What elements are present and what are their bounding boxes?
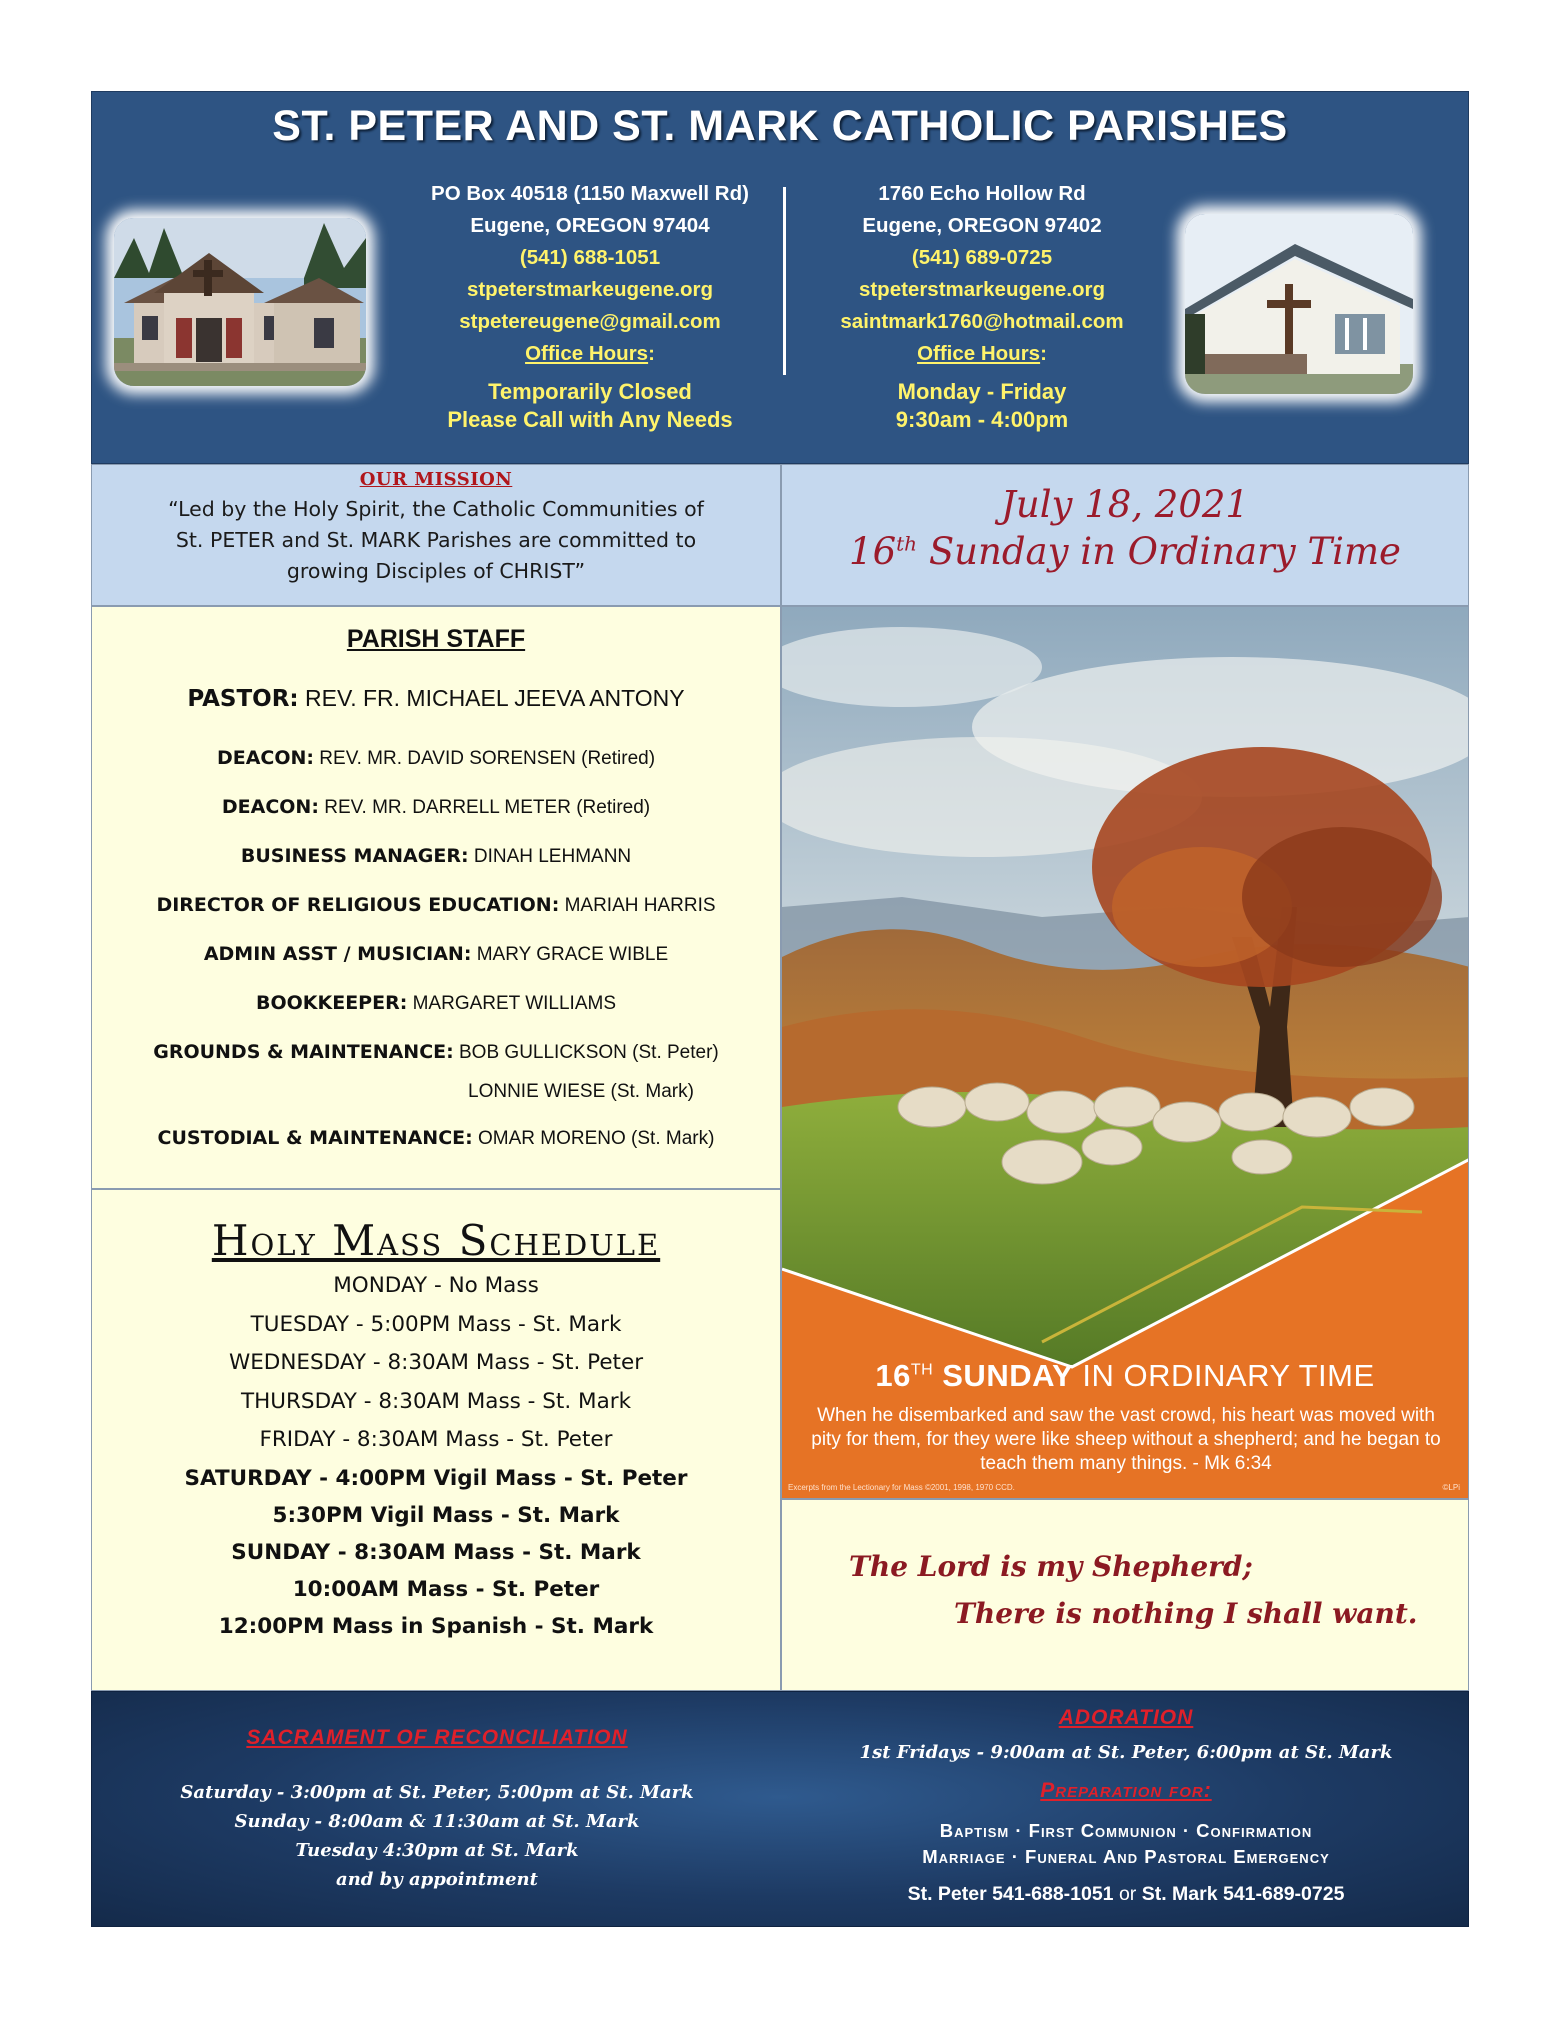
preparation-list: Baptism · First Communion · Confirmation	[939, 1820, 1313, 1841]
mass-line: 10:00AM Mass - St. Peter	[292, 1576, 600, 1602]
adoration-times: 1st Fridays - 9:00am at St. Peter, 6:00pm at St. Mark	[859, 1742, 1393, 1763]
st-peter-address: PO Box 40518 (1150 Maxwell Rd)	[431, 182, 749, 205]
banner-copyright: ©LPi	[1442, 1483, 1460, 1492]
staff-row: LONNIE WIESE (St. Mark)	[468, 1081, 694, 1102]
mass-schedule-heading: Holy Mass Schedule	[211, 1216, 661, 1265]
verse-box	[781, 1499, 1469, 1691]
preparation-list: Marriage · Funeral And Pastoral Emergency	[922, 1846, 1330, 1867]
st-mark-hours: Monday - Friday 9:30am - 4:00pm	[895, 379, 1069, 432]
staff-row: DEACON: REV. MR. DARRELL METER (Retired)	[221, 796, 651, 818]
mass-line: THURSDAY - 8:30AM Mass - St. Mark	[240, 1388, 632, 1414]
contact-phones: St. Peter 541-688-1051 or St. Mark 541-689-0725	[907, 1883, 1345, 1905]
bulletin-page	[91, 91, 1469, 1927]
mass-line: TUESDAY - 5:00PM Mass - St. Mark	[250, 1311, 622, 1337]
st-mark-website[interactable]: stpeterstmarkeugene.org	[858, 278, 1106, 301]
st-mark-phone[interactable]: (541) 689-0725	[911, 246, 1053, 269]
sheep-landscape-photo	[781, 606, 1469, 1499]
st-mark-city: Eugene, OREGON 97402	[862, 214, 1102, 237]
st-peter-email[interactable]: stpetereugene@gmail.com	[459, 310, 721, 333]
st-peter-hours: Temporarily Closed Please Call with Any Needs	[447, 379, 733, 432]
st-mark-phone-link[interactable]: St. Mark 541-689-0725	[1141, 1883, 1345, 1905]
weekday-masses	[92, 1267, 780, 1460]
mass-line: 12:00PM Mass in Spanish - St. Mark	[218, 1613, 654, 1639]
st-peter-church-photo	[114, 218, 366, 386]
st-peter-city: Eugene, OREGON 97404	[470, 214, 710, 237]
mission-text: “Led by the Holy Spirit, the Catholic Communities of St. PETER and St. MARK Parishes are committed to growing Disciples of CHRIST”	[168, 497, 704, 583]
st-peter-contact	[400, 178, 780, 434]
header	[91, 91, 1469, 464]
mission-heading: OUR MISSION	[359, 469, 513, 490]
st-peter-phone[interactable]: (541) 688-1051	[519, 246, 661, 269]
verse-line-1: The Lord is my Shepherd;	[849, 1550, 1253, 1583]
staff-row: BOOKKEEPER: MARGARET WILLIAMS	[255, 992, 616, 1014]
parish-staff	[91, 606, 781, 1189]
st-mark-church-photo	[1185, 214, 1413, 394]
st-peter-office-hours-label: Office Hours:	[525, 342, 655, 365]
weekend-masses	[92, 1460, 780, 1645]
reconciliation-heading: SACRAMENT OF RECONCILIATION	[246, 1726, 628, 1749]
staff-row: DIRECTOR OF RELIGIOUS EDUCATION: MARIAH HARRIS	[156, 894, 716, 916]
mass-schedule	[91, 1189, 781, 1691]
banner-scripture: When he disembarked and saw the vast crowd, his heart was moved with pity for them, for they were like sheep without a shepherd; and he began to teach them many things. - Mk 6:34	[811, 1405, 1441, 1474]
st-mark-contact	[792, 178, 1172, 434]
staff-row: CUSTODIAL & MAINTENANCE: OMAR MORENO (St. Mark)	[157, 1127, 715, 1149]
date-box	[781, 464, 1469, 606]
verse-line-2: There is nothing I shall want.	[954, 1597, 1418, 1630]
mass-line: 5:30PM Vigil Mass - St. Mark	[272, 1502, 620, 1528]
bulletin-date: July 18, 2021	[1001, 483, 1249, 526]
adoration-heading: ADORATION	[1058, 1706, 1194, 1729]
mass-line: SUNDAY - 8:30AM Mass - St. Mark	[231, 1539, 641, 1565]
staff-row: BUSINESS MANAGER: DINAH LEHMANN	[240, 845, 632, 867]
st-mark-address: 1760 Echo Hollow Rd	[878, 182, 1086, 205]
staff-row: ADMIN ASST / MUSICIAN: MARY GRACE WIBLE	[203, 943, 669, 965]
mass-line: WEDNESDAY - 8:30AM Mass - St. Peter	[228, 1350, 644, 1375]
staff-pastor: PASTOR: REV. FR. MICHAEL JEEVA ANTONY	[187, 685, 685, 712]
mass-line: MONDAY - No Mass	[333, 1273, 539, 1298]
st-peter-website[interactable]: stpeterstmarkeugene.org	[466, 278, 714, 301]
mass-line: FRIDAY - 8:30AM Mass - St. Peter	[259, 1427, 613, 1452]
st-mark-email[interactable]: saintmark1760@hotmail.com	[840, 310, 1124, 333]
staff-row: DEACON: REV. MR. DAVID SORENSEN (Retired)	[216, 747, 656, 769]
mass-line: SATURDAY - 4:00PM Vigil Mass - St. Peter	[184, 1465, 688, 1491]
mission-box	[91, 464, 781, 606]
header-divider	[783, 187, 786, 375]
st-peter-phone-link[interactable]: St. Peter 541-688-1051	[907, 1883, 1114, 1905]
parish-title: ST. PETER AND ST. MARK CATHOLIC PARISHES	[272, 102, 1288, 150]
banner-fine-print: Excerpts from the Lectionary for Mass ©2001, 1998, 1970 CCD.	[788, 1483, 1015, 1492]
staff-row: GROUNDS & MAINTENANCE: BOB GULLICKSON (St. Peter)	[153, 1041, 719, 1063]
liturgical-day: 16th Sunday in Ordinary Time	[849, 530, 1401, 573]
st-mark-office-hours-label: Office Hours:	[917, 342, 1047, 365]
reconciliation-times: Saturday - 3:00pm at St. Peter, 5:00pm at St. Mark Sunday - 8:00am & 11:30am at St. Mark Tuesday 4:30pm at St. Mark and by appointment	[180, 1782, 694, 1890]
staff-heading: PARISH STAFF	[346, 625, 526, 653]
preparation-heading: Preparation for:	[1040, 1779, 1212, 1802]
banner-title: 16TH SUNDAY IN ORDINARY TIME	[875, 1358, 1375, 1393]
footer-panel	[91, 1691, 1469, 1927]
